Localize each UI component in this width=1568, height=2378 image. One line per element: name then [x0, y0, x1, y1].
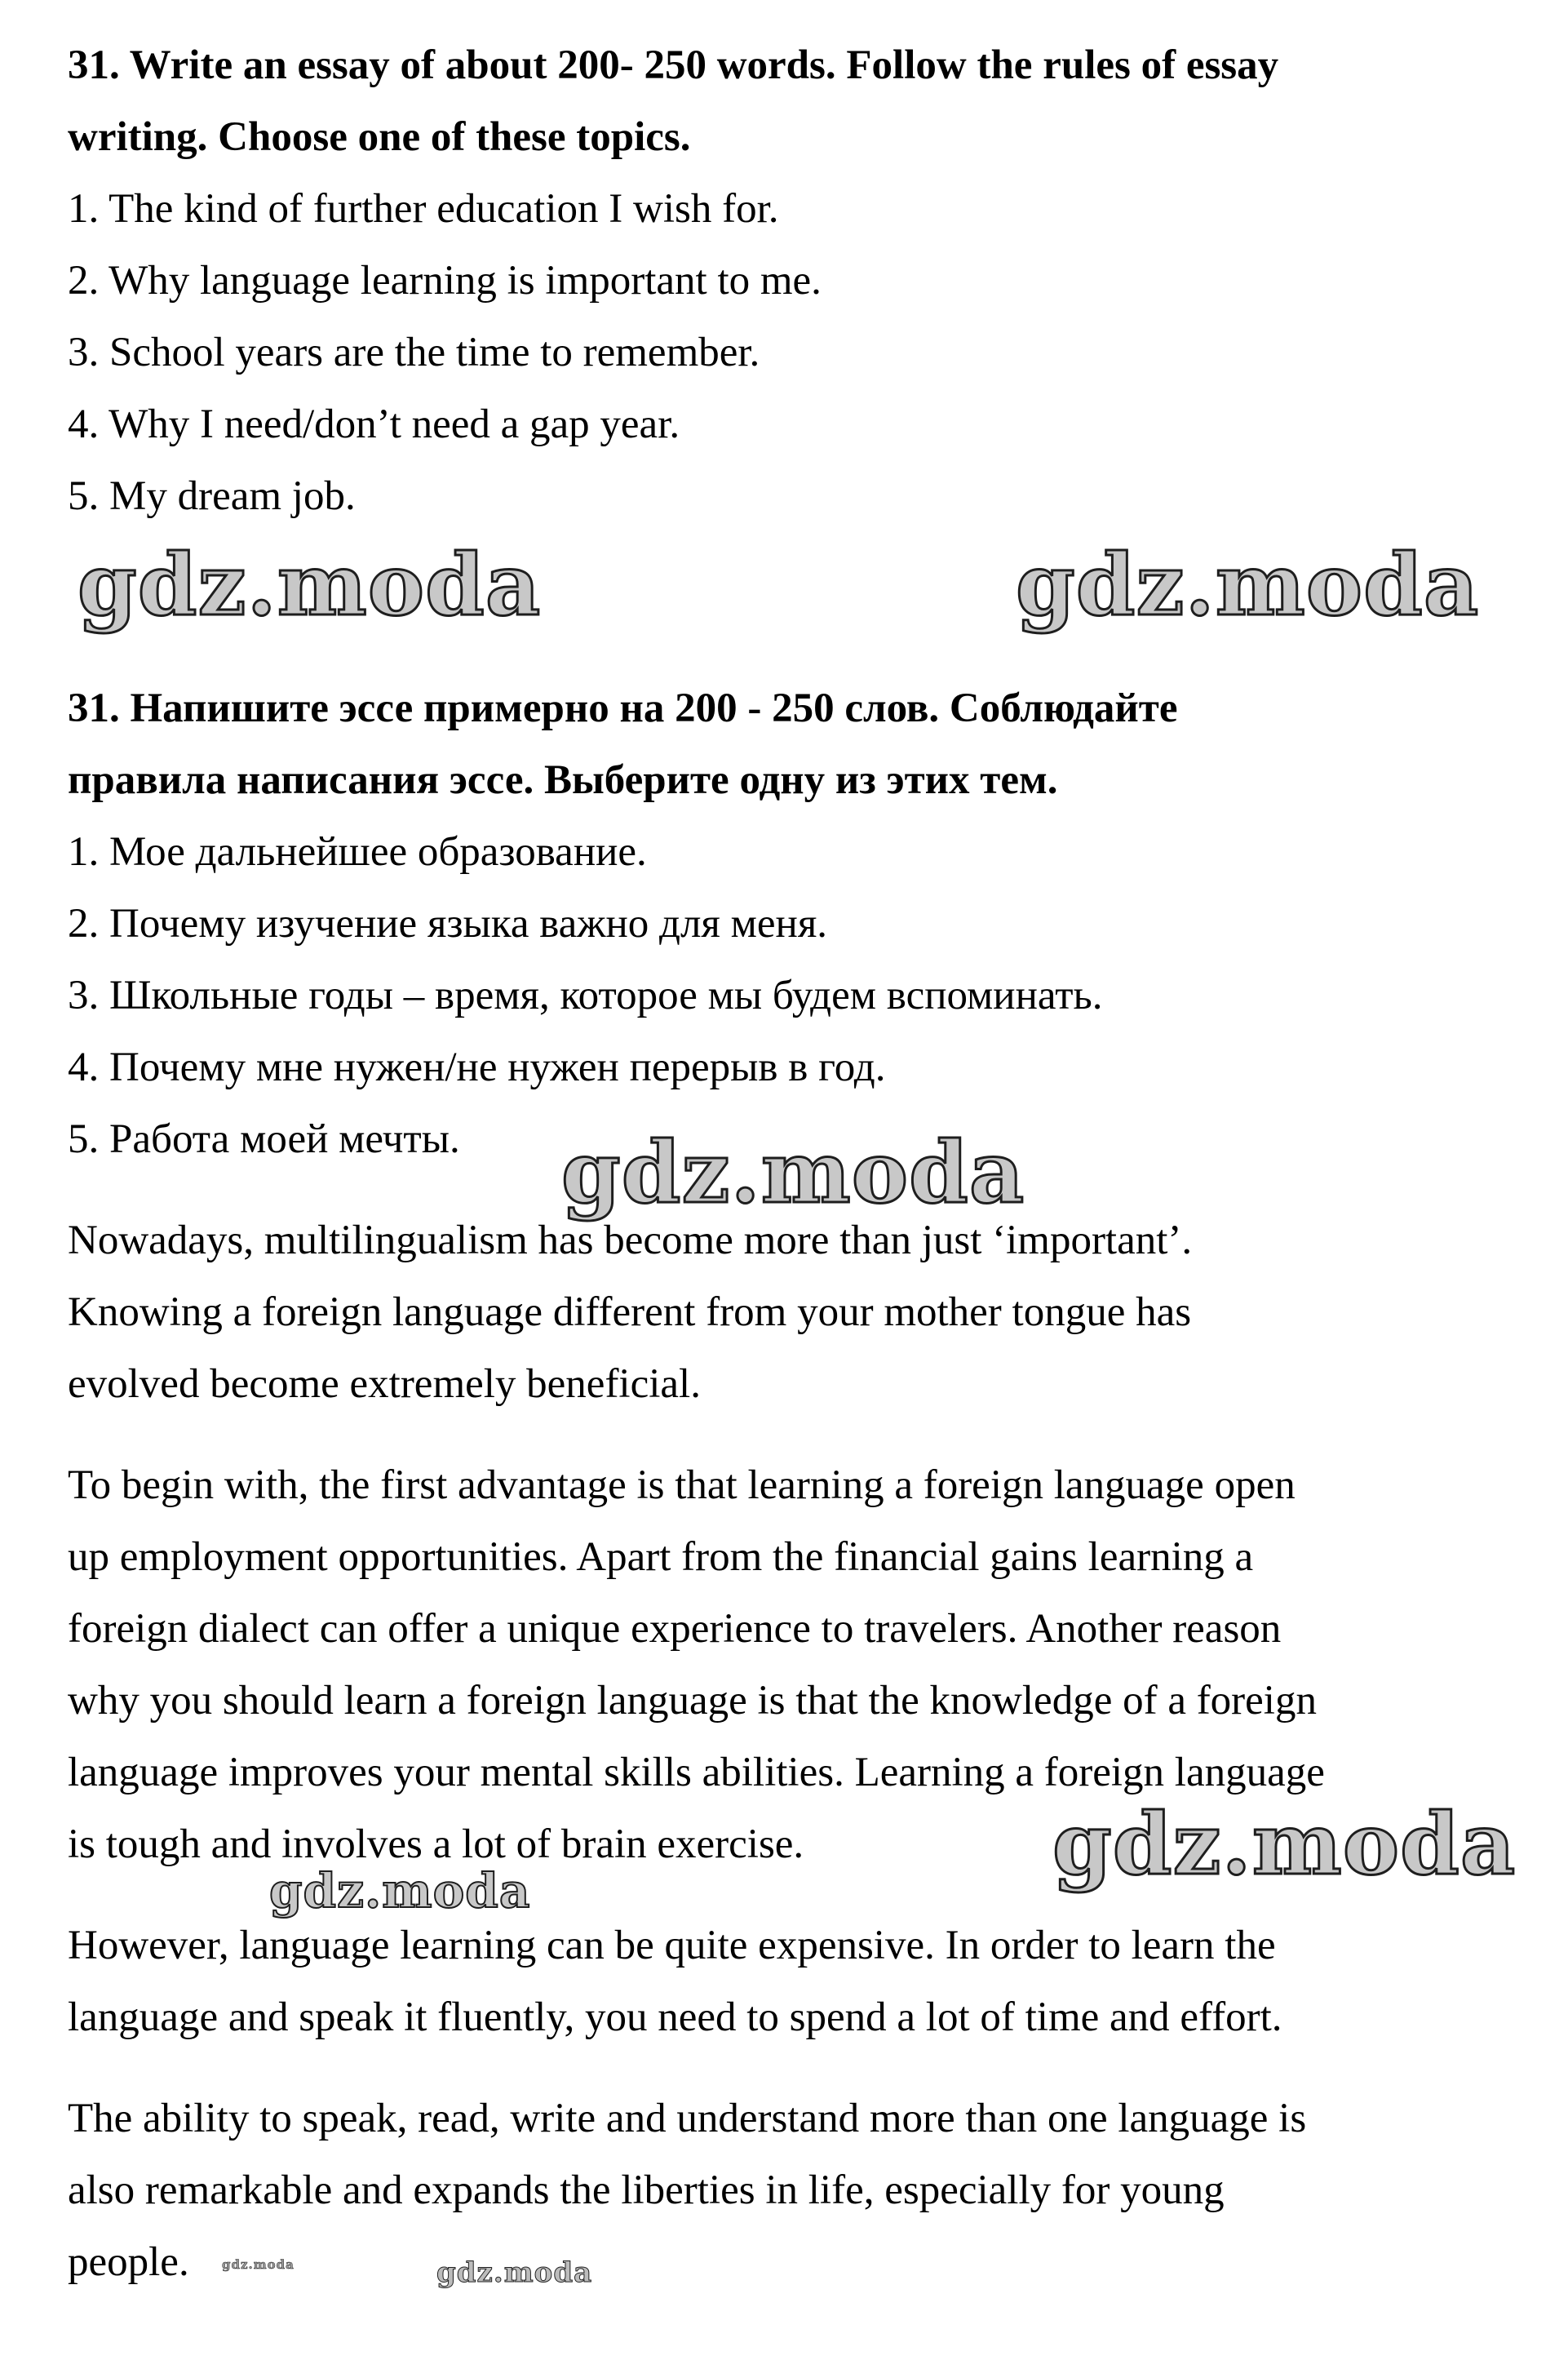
- watermark-logo: gdz.moda: [78, 535, 542, 635]
- english-topic-4: 4. Why I need/don’t need a gap year.: [68, 402, 680, 447]
- english-task-heading-line-1: 31. Write an essay of about 200- 250 words. Follow the rules of essay: [68, 42, 1279, 88]
- russian-topic-3: 3. Школьные годы – время, которое мы будем вспоминать.: [68, 973, 1103, 1018]
- essay-p4-line-2: also remarkable and expands the liberties in life, especially for young: [68, 2167, 1225, 2213]
- russian-task-heading-line-2: правила написания эссе. Выберите одну из этих тем.: [68, 757, 1058, 803]
- english-topic-3: 3. School years are the time to remember.: [68, 330, 760, 375]
- essay-p1-line-2: Knowing a foreign language different from your mother tongue has: [68, 1289, 1192, 1335]
- watermark-logo: gdz.moda: [1016, 535, 1480, 635]
- watermark-logo: gdz.moda: [561, 1122, 1025, 1222]
- essay-p3-line-2: language and speak it fluently, you need to spend a lot of time and effort.: [68, 1994, 1282, 2040]
- russian-topic-4: 4. Почему мне нужен/не нужен перерыв в год.: [68, 1045, 886, 1090]
- essay-p2-line-2: up employment opportunities. Apart from the financial gains learning a: [68, 1534, 1254, 1580]
- english-topic-1: 1. The kind of further education I wish for.: [68, 186, 779, 232]
- essay-p2-line-4: why you should learn a foreign language is that the knowledge of a foreign: [68, 1678, 1317, 1724]
- essay-p1-line-3: evolved become extremely beneficial.: [68, 1361, 701, 1407]
- watermark-logo: gdz.moda: [1052, 1794, 1517, 1894]
- english-topic-2: 2. Why language learning is important to me.: [68, 258, 822, 304]
- english-task-heading-line-2: writing. Choose one of these topics.: [68, 114, 691, 160]
- watermark-logo: gdz.moda: [222, 2257, 295, 2272]
- russian-task-heading-line-1: 31. Напишите эссе примерно на 200 - 250 слов. Соблюдайте: [68, 685, 1178, 731]
- essay-p1-line-1: Nowadays, multilingualism has become more than just ‘important’.: [68, 1218, 1193, 1263]
- russian-topic-1: 1. Мое дальнейшее образование.: [68, 829, 647, 875]
- essay-p2-line-3: foreign dialect can offer a unique experience to travelers. Another reason: [68, 1606, 1282, 1652]
- essay-p2-line-1: To begin with, the first advantage is that learning a foreign language open: [68, 1462, 1296, 1508]
- watermark-logo: gdz.moda: [269, 1863, 531, 1919]
- watermark-logo: gdz.moda: [436, 2256, 593, 2289]
- english-topic-5: 5. My dream job.: [68, 473, 356, 519]
- essay-p3-line-1: However, language learning can be quite expensive. In order to learn the: [68, 1923, 1276, 1968]
- essay-p4-line-3: people.: [68, 2239, 189, 2285]
- essay-p2-line-5: language improves your mental skills abilities. Learning a foreign language: [68, 1750, 1325, 1795]
- russian-topic-5: 5. Работа моей мечты.: [68, 1116, 460, 1162]
- essay-p4-line-1: The ability to speak, read, write and understand more than one language is: [68, 2096, 1307, 2141]
- russian-topic-2: 2. Почему изучение языка важно для меня.: [68, 901, 828, 947]
- essay-p2-line-6: is tough and involves a lot of brain exercise.: [68, 1821, 804, 1867]
